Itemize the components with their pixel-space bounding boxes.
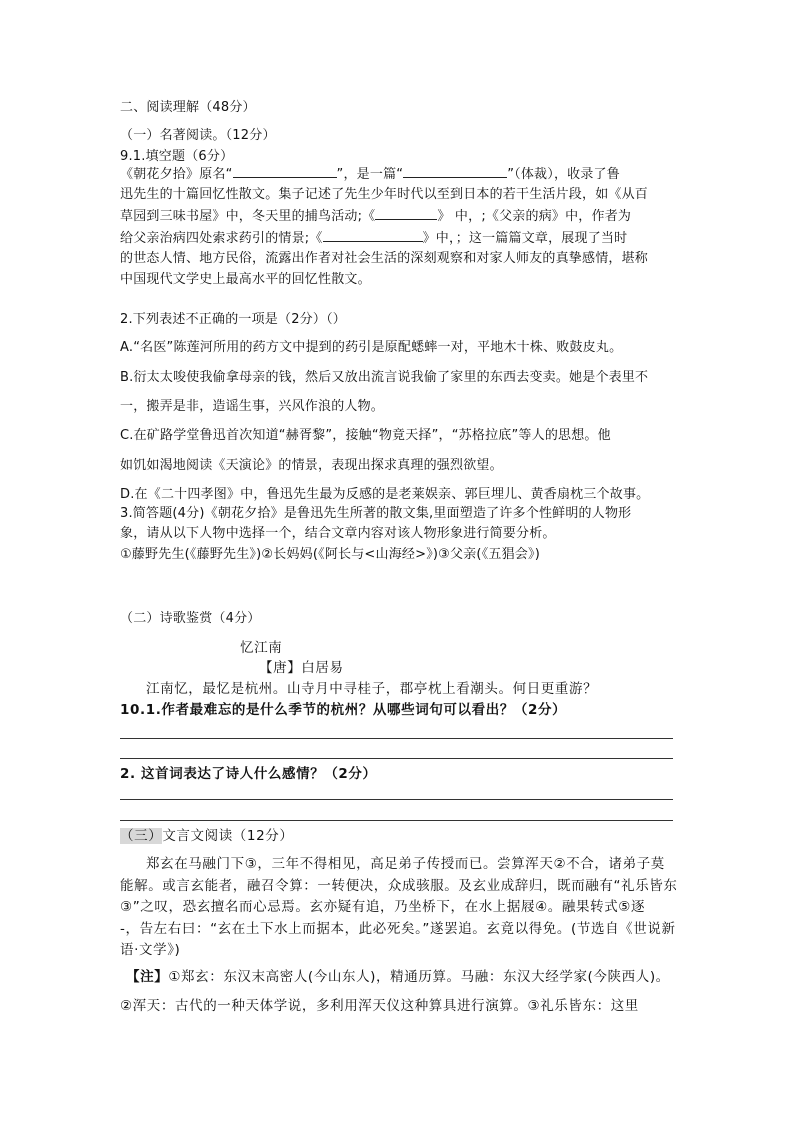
q2-option-d: D.在《二十四孝图》中，鲁迅先生最为反感的是老莱娱亲、郭巨埋儿、黄香扇枕三个故事。: [120, 487, 650, 502]
q9-1-line-1: [120, 166, 620, 183]
q9-1-title: 9.1.填空题（6分）: [120, 149, 234, 164]
q2-option-c-line-1: C.在矿路学堂鲁迅首次知道“赫胥黎”，接触“物竟天择”，“苏格拉底”等人的思想。他: [120, 428, 611, 443]
q9-1-line-3a: 草园到三味书屋》中，冬天里的捕鸟活动;《: [120, 209, 376, 224]
answer-line[interactable]: [120, 738, 673, 739]
note-line-2: ②浑天：古代的一种天体学说，多利用浑天仪这种算具进行演算。③礼乐皆东：这里: [120, 998, 639, 1014]
note-label: 【注】: [126, 969, 169, 985]
part3-title: [120, 828, 294, 844]
q9-1-line-5: 的世态人情、地方民俗，流露出作者对社会生活的深刻观察和对家人师友的真挚感情，堪称: [120, 251, 649, 266]
note-text-1: ①郑玄：东汉末高密人(今山东人)，精通历算。马融：东汉大经学家(今陕西人)。: [168, 969, 670, 985]
q3-line-1: 3.简答题(4分)《朝花夕拾》是鲁迅先生所著的散文集,里面塑造了许多个性鲜明的人物形: [120, 506, 632, 521]
q9-1-line-1a: 《朝花夕拾》原名“: [120, 167, 233, 182]
poem-author: 【唐】白居易: [259, 660, 344, 676]
answer-line[interactable]: [120, 820, 673, 821]
classical-text-line-3: ③”之叹，恐玄擅名而心忌焉。玄亦疑有追，乃坐桥下，在水上据屐④。融果转式⑤逐: [120, 899, 646, 915]
q9-1-line-4a: 给父亲治病四处索求药引的情景;《: [120, 231, 323, 246]
q9-1-line-1c: ”（体裁），收录了鲁: [507, 167, 620, 182]
classical-text-line-5: 语·文学》): [120, 942, 181, 958]
answer-blank[interactable]: [323, 230, 423, 242]
part3-title-highlight: （三）: [120, 828, 163, 844]
part3-title-rest: 文言文阅读（12分）: [162, 828, 294, 844]
q2-option-b-line-1: B.衍太太唆使我偷拿母亲的钱，然后又放出流言说我偷了家里的东西去变卖。她是个表里不: [120, 370, 649, 385]
q9-1-line-3: [120, 208, 631, 225]
answer-blank[interactable]: [375, 208, 437, 220]
q10-2-question: 2. 这首词表达了诗人什么感情？（2分）: [120, 766, 377, 782]
classical-text-line-1: 郑玄在马融门下③，三年不得相见，高足弟子传授而已。尝算浑天②不合，诸弟子莫: [146, 856, 665, 872]
classical-text-line-2: 能解。或言玄能者，融召令算：一转便决，众成骇服。及玄业成辞归，既而融有“礼乐皆东: [120, 878, 678, 894]
q3-line-3: ①藤野先生(《藤野先生》)②长妈妈(《阿长与<山海经>》)③父亲(《五猖会》): [120, 547, 540, 562]
part2-title: （二）诗歌鉴赏（4分）: [120, 611, 261, 626]
q2-option-a: A.“名医”陈莲河所用的药方文中提到的药引是原配蟋蟀一对，平地木十株、败鼓皮丸。: [120, 340, 623, 355]
note-line-1: [126, 969, 670, 985]
section-title: 二、阅读理解（48分）: [120, 100, 256, 115]
q9-1-line-6: 中国现代文学史上最高水平的回忆性散文。: [120, 272, 371, 287]
q10-1-question: 10.1.作者最难忘的是什么季节的杭州？从哪些词句可以看出？（2分）: [120, 702, 567, 718]
q9-1-line-4b: 》中，；这一篇篇文章，展现了当时: [422, 231, 628, 246]
poem-text: 江南忆，最忆是杭州。山寺月中寻桂子，郡亭枕上看潮头。何日更重游？: [146, 681, 598, 697]
answer-line[interactable]: [120, 758, 673, 759]
poem-title: 忆江南: [240, 640, 283, 656]
q9-1-line-2: 迅先生的十篇回忆性散文。集子记述了先生少年时代以至到日本的若干生活片段，如《从百: [120, 187, 649, 202]
q9-1-line-1b: ”，是一篇“: [336, 167, 404, 182]
q9-1-line-4: [120, 230, 627, 247]
answer-line[interactable]: [120, 799, 673, 800]
answer-blank[interactable]: [233, 166, 337, 178]
q2-title: 2.下列表述不正确的一项是（2分）（）: [120, 312, 346, 327]
q2-option-c-line-2: 如饥如渴地阅读《天演论》的情景，表现出探求真理的强烈欲望。: [120, 458, 503, 473]
answer-blank[interactable]: [403, 166, 507, 178]
part1-title: （一）名著阅读。（12分）: [120, 128, 276, 143]
q2-option-b-line-2: 一，搬弄是非，造谣生事，兴风作浪的人物。: [120, 399, 385, 414]
q3-line-2: 象，请从以下人物中选择一个，结合文章内容对该人物形象进行简要分析。: [120, 526, 556, 541]
classical-text-line-4: -，告左右曰：“玄在土下水上而据本，此必死矣。”遂罢追。玄竟以得免。(节选自《世说新: [120, 921, 676, 937]
q9-1-line-3b: 》 中，;《父亲的病》中，作者为: [437, 209, 632, 224]
